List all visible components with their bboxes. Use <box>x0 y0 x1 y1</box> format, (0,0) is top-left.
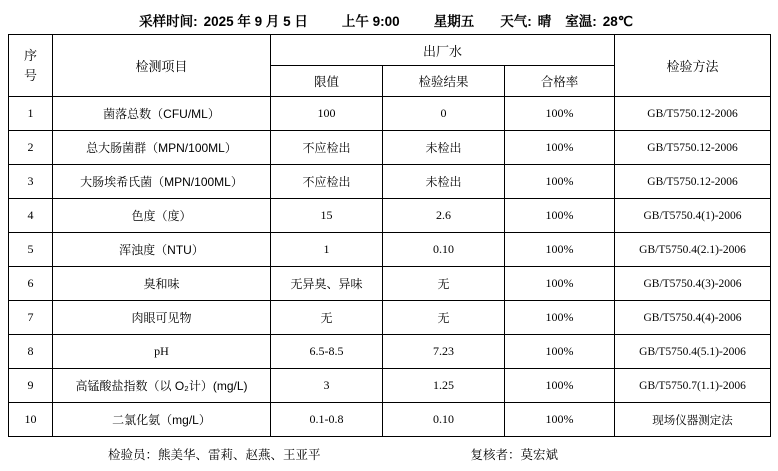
cell-result: 7.23 <box>383 335 505 369</box>
cell-limit: 不应检出 <box>271 165 383 199</box>
cell-result: 2.6 <box>383 199 505 233</box>
cell-method: GB/T5750.12-2006 <box>615 97 771 131</box>
table-row <box>9 131 771 165</box>
column-header-limit: 限值 <box>271 66 383 97</box>
table-row <box>9 199 771 233</box>
cell-method: GB/T5750.12-2006 <box>615 165 771 199</box>
cell-item: 色度（度） <box>53 199 271 233</box>
cell-limit: 3 <box>271 369 383 403</box>
cell-method: GB/T5750.4(5.1)-2006 <box>615 335 771 369</box>
cell-limit: 6.5-8.5 <box>271 335 383 369</box>
cell-item: pH <box>53 335 271 369</box>
cell-item: 二氯化氨（mg/L） <box>53 403 271 437</box>
cell-result: 1.25 <box>383 369 505 403</box>
cell-no: 2 <box>9 131 53 165</box>
column-header-method: 检验方法 <box>615 35 771 97</box>
cell-pass-rate: 100% <box>505 165 615 199</box>
table-row <box>9 233 771 267</box>
weekday-value: 星期五 <box>433 14 475 29</box>
cell-method: GB/T5750.4(3)-2006 <box>615 267 771 301</box>
cell-method: GB/T5750.4(1)-2006 <box>615 199 771 233</box>
cell-pass-rate: 100% <box>505 335 615 369</box>
results-table <box>8 34 771 437</box>
cell-limit: 0.1-0.8 <box>271 403 383 437</box>
cell-pass-rate: 100% <box>505 131 615 165</box>
inspectors-value: 熊美华、雷莉、赵燕、王亚平 <box>158 448 321 462</box>
reviewer-label: 复核者： <box>470 448 521 462</box>
column-header-item: 检测项目 <box>53 35 271 97</box>
cell-no: 7 <box>9 301 53 335</box>
cell-limit: 15 <box>271 199 383 233</box>
cell-pass-rate: 100% <box>505 233 615 267</box>
cell-pass-rate: 100% <box>505 301 615 335</box>
column-header-no-line1: 序 <box>23 48 37 63</box>
sampling-time-value: 上午 9:00 <box>341 14 400 29</box>
cell-item: 高锰酸盐指数（以 O₂计）(mg/L) <box>53 369 271 403</box>
table-row <box>9 403 771 437</box>
cell-item: 臭和味 <box>53 267 271 301</box>
table-row <box>9 267 771 301</box>
cell-result: 无 <box>383 301 505 335</box>
weather-value: 晴 <box>537 14 552 29</box>
cell-no: 9 <box>9 369 53 403</box>
cell-method: 现场仪器测定法 <box>615 403 771 437</box>
room-temp-value: 28℃ <box>602 14 633 29</box>
cell-result: 未检出 <box>383 165 505 199</box>
column-header-no <box>9 35 53 97</box>
report-header <box>8 0 770 34</box>
cell-no: 8 <box>9 335 53 369</box>
cell-result: 0.10 <box>383 403 505 437</box>
cell-limit: 1 <box>271 233 383 267</box>
cell-pass-rate: 100% <box>505 369 615 403</box>
cell-result: 未检出 <box>383 131 505 165</box>
table-row <box>9 369 771 403</box>
table-head <box>9 35 771 97</box>
table-row <box>9 301 771 335</box>
weather-label: 天气: <box>500 14 532 29</box>
cell-pass-rate: 100% <box>505 199 615 233</box>
cell-no: 5 <box>9 233 53 267</box>
cell-limit: 100 <box>271 97 383 131</box>
table-body <box>9 97 771 437</box>
cell-no: 1 <box>9 97 53 131</box>
room-temp-label: 室温: <box>565 14 597 29</box>
cell-method: GB/T5750.4(2.1)-2006 <box>615 233 771 267</box>
cell-item: 浑浊度（NTU） <box>53 233 271 267</box>
cell-no: 10 <box>9 403 53 437</box>
cell-limit: 无 <box>271 301 383 335</box>
cell-item: 菌落总数（CFU/ML） <box>53 97 271 131</box>
cell-result: 0 <box>383 97 505 131</box>
cell-pass-rate: 100% <box>505 97 615 131</box>
inspectors <box>108 445 321 463</box>
cell-method: GB/T5750.7(1.1)-2006 <box>615 369 771 403</box>
table-row <box>9 97 771 131</box>
cell-item: 大肠埃希氏菌（MPN/100ML） <box>53 165 271 199</box>
table-row <box>9 335 771 369</box>
cell-result: 0.10 <box>383 233 505 267</box>
cell-no: 4 <box>9 199 53 233</box>
cell-pass-rate: 100% <box>505 267 615 301</box>
cell-item: 总大肠菌群（MPN/100ML） <box>53 131 271 165</box>
cell-limit: 无异臭、异味 <box>271 267 383 301</box>
cell-pass-rate: 100% <box>505 403 615 437</box>
cell-no: 3 <box>9 165 53 199</box>
cell-no: 6 <box>9 267 53 301</box>
reviewer <box>471 445 559 463</box>
inspectors-label: 检验员： <box>108 448 159 462</box>
reviewer-value: 莫宏斌 <box>520 448 559 462</box>
table-row <box>9 165 771 199</box>
sampling-time-label: 采样时间: <box>139 14 198 29</box>
column-header-result: 检验结果 <box>383 66 505 97</box>
cell-method: GB/T5750.4(4)-2006 <box>615 301 771 335</box>
header-row-1 <box>9 35 771 66</box>
cell-result: 无 <box>383 267 505 301</box>
cell-method: GB/T5750.12-2006 <box>615 131 771 165</box>
column-header-pass-rate: 合格率 <box>505 66 615 97</box>
column-header-group-water: 出厂水 <box>271 35 615 66</box>
column-header-no-line2: 号 <box>23 67 37 83</box>
sampling-date-value: 2025 年 9 月 5 日 <box>203 14 308 29</box>
cell-item: 肉眼可见物 <box>53 301 271 335</box>
report-footer <box>8 437 770 471</box>
cell-limit: 不应检出 <box>271 131 383 165</box>
